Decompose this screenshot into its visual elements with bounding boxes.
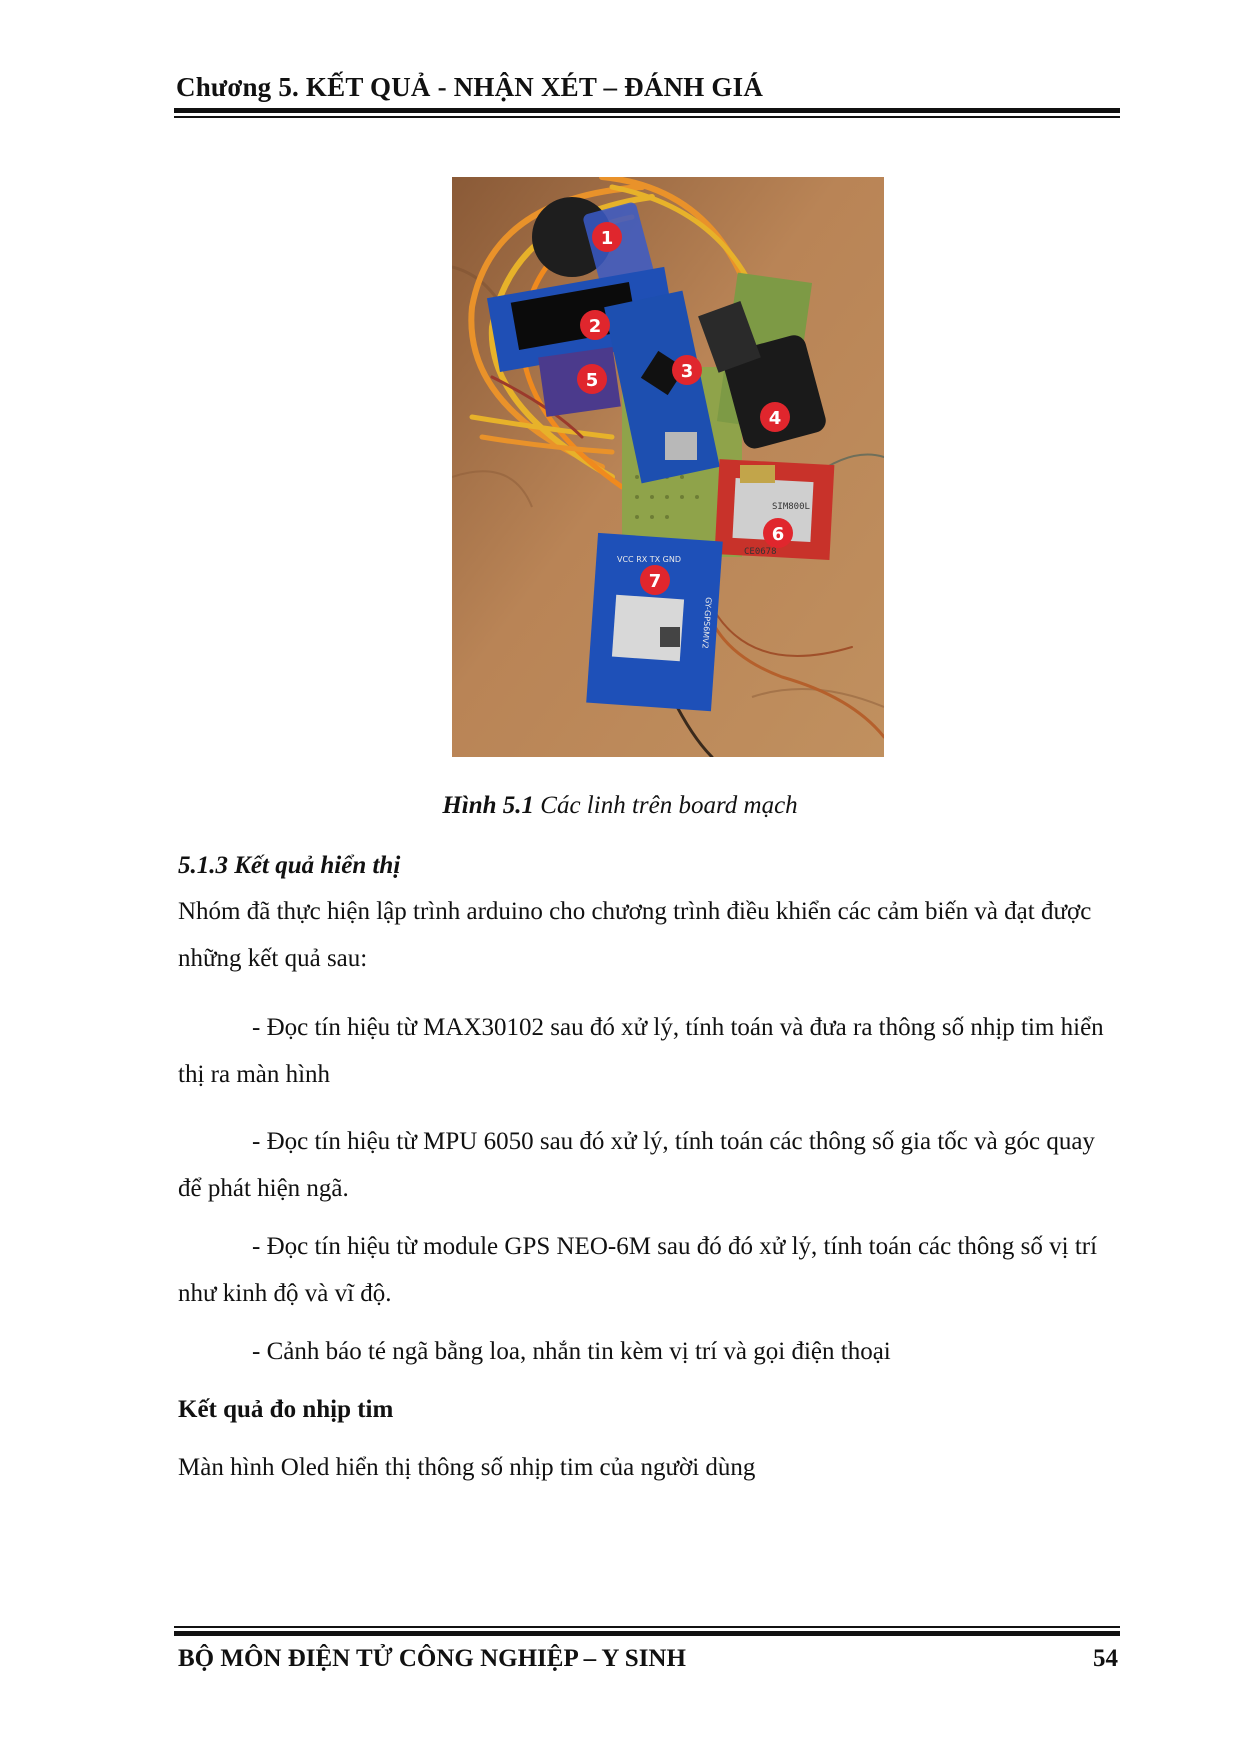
page-number: 54: [1093, 1645, 1118, 1672]
sim-model-label: SIM800L: [772, 502, 810, 512]
figure-caption-text: Các linh trên board mạch: [534, 792, 798, 819]
gps-pin-labels: VCC RX TX GND: [617, 555, 682, 564]
svg-text:2: 2: [588, 316, 602, 337]
result-item-4: - Cảnh báo té ngã bằng loa, nhắn tin kèm vị trí và gọi điện thoại: [252, 1338, 891, 1365]
closing-paragraph: Màn hình Oled hiển thị thông số nhịp tim của người dùng: [178, 1454, 756, 1481]
figure-number: Hình 5.1: [442, 792, 535, 819]
svg-text:4: 4: [768, 408, 782, 429]
footer-rule-thick: [174, 1631, 1120, 1636]
section-heading: 5.1.3 Kết quả hiển thị: [178, 852, 401, 879]
header-rule-thick: [174, 108, 1120, 113]
intro-paragraph: Nhóm đã thực hiện lập trình arduino cho chương trình điều khiển các cảm biến và đạt được những kết quả sau:: [178, 898, 1092, 972]
svg-text:1: 1: [600, 228, 614, 249]
result-item-2: - Đọc tín hiệu từ MPU 6050 sau đó xử lý, tính toán các thông số gia tốc và góc quay để phát hiện ngã.: [178, 1128, 1095, 1202]
svg-text:5: 5: [585, 370, 599, 391]
figure-caption: [0, 792, 1240, 820]
circuit-board-photo: [452, 177, 884, 757]
chapter-header: Chương 5. KẾT QUẢ - NHẬN XÉT – ĐÁNH GIÁ: [176, 72, 764, 102]
result-item-3: - Đọc tín hiệu từ module GPS NEO-6M sau đó đó xử lý, tính toán các thông số vị trí như kinh độ và vĩ độ.: [178, 1233, 1098, 1307]
svg-text:7: 7: [648, 571, 662, 592]
footer-rule-thin: [174, 1626, 1120, 1628]
gps-model-label: GY-GPS6MV2: [700, 596, 713, 649]
heart-rate-heading: Kết quả đo nhịp tim: [178, 1396, 394, 1423]
svg-text:6: 6: [771, 524, 785, 545]
svg-text:3: 3: [680, 361, 694, 382]
photo-illustration: [452, 177, 884, 757]
footer-department: BỘ MÔN ĐIỆN TỬ CÔNG NGHIỆP – Y SINH: [178, 1645, 686, 1672]
header-rule-thin: [174, 116, 1120, 118]
result-item-1: - Đọc tín hiệu từ MAX30102 sau đó xử lý, tính toán và đưa ra thông số nhịp tim hiển thị ra màn hình: [178, 1014, 1104, 1088]
ce-mark: CE0678: [744, 547, 777, 557]
